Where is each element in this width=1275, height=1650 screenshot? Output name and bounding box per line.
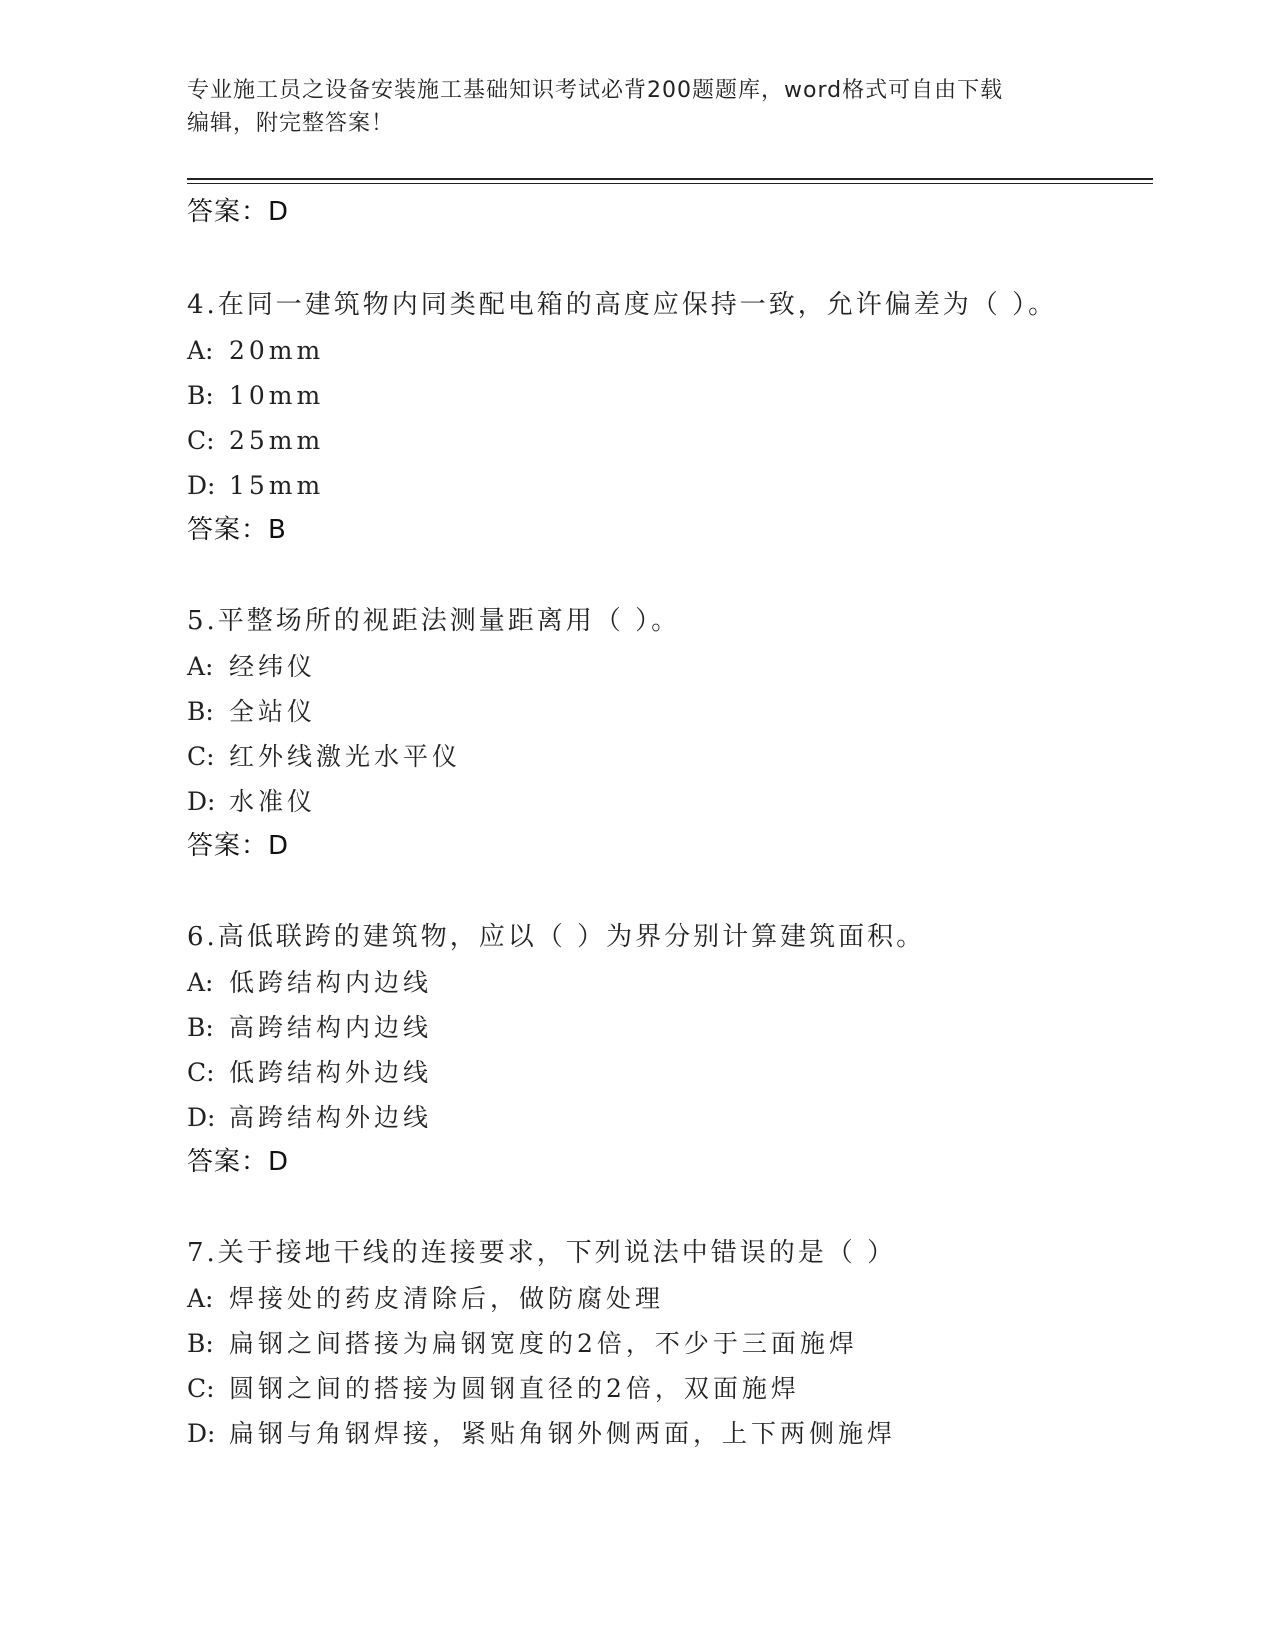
header-rule-thick	[187, 178, 1153, 180]
option-key: B:	[187, 381, 214, 410]
option-b	[187, 373, 1153, 418]
question-6	[187, 914, 1153, 1184]
question-stem: 4.在同一建筑物内同类配电箱的高度应保持一致，允许偏差为（ ）。	[187, 290, 1058, 320]
option-text: 扁钢与角钢焊接，紧贴角钢外侧两面，上下两侧施焊	[229, 1419, 897, 1448]
question-stem: 6.高低联跨的建筑物，应以（ ）为界分别计算建筑面积。	[187, 922, 926, 952]
option-key: A:	[187, 1284, 214, 1313]
option-key: A:	[187, 652, 214, 681]
answer: 答案：D	[187, 1147, 290, 1177]
option-text: 圆钢之间的搭接为圆钢直径的2倍，双面施焊	[229, 1374, 800, 1403]
option-key: D:	[187, 1103, 216, 1132]
option-a	[187, 1276, 1153, 1321]
option-b	[187, 1005, 1153, 1050]
answer: 答案：D	[187, 831, 290, 861]
option-d	[187, 779, 1153, 824]
option-key: D:	[187, 787, 216, 816]
option-text: 高跨结构外边线	[229, 1103, 433, 1132]
option-c	[187, 734, 1153, 779]
question-5	[187, 598, 1153, 868]
option-d	[187, 1411, 1153, 1456]
header-rule-thin	[187, 183, 1153, 184]
option-text: 经纬仪	[229, 652, 317, 681]
option-c	[187, 418, 1153, 463]
answer: 答案：B	[187, 515, 287, 545]
header-title-line-2: 编辑，附完整答案！	[187, 111, 395, 136]
question-stem: 5.平整场所的视距法测量距离用（ ）。	[187, 606, 681, 636]
option-key: B:	[187, 697, 214, 726]
option-text: 焊接处的药皮清除后，做防腐处理	[229, 1284, 665, 1313]
question-4	[187, 282, 1153, 552]
option-key: A:	[187, 968, 214, 997]
question-7	[187, 1230, 1153, 1456]
option-text: 高跨结构内边线	[229, 1013, 433, 1042]
option-text: 20mm	[229, 336, 325, 365]
option-key: B:	[187, 1329, 214, 1358]
option-key: C:	[187, 1058, 215, 1087]
option-key: C:	[187, 426, 215, 455]
option-key: C:	[187, 1374, 215, 1403]
page-header	[187, 74, 1067, 140]
option-text: 25mm	[229, 426, 325, 455]
option-text: 15mm	[229, 471, 325, 500]
answer-previous-question: 答案：D	[187, 197, 290, 227]
option-text: 全站仪	[229, 697, 317, 726]
option-text: 低跨结构内边线	[229, 968, 433, 997]
option-text: 红外线激光水平仪	[229, 742, 462, 771]
header-title-line-1: 专业施工员之设备安装施工基础知识考试必背200题题库，word格式可自由下载	[187, 78, 1004, 103]
option-c	[187, 1050, 1153, 1095]
option-a	[187, 328, 1153, 373]
question-stem: 7.关于接地干线的连接要求，下列说法中错误的是（ ）	[187, 1238, 897, 1268]
option-text: 低跨结构外边线	[229, 1058, 433, 1087]
option-c	[187, 1366, 1153, 1411]
option-b	[187, 1321, 1153, 1366]
option-a	[187, 960, 1153, 1005]
option-key: D:	[187, 1419, 216, 1448]
option-d	[187, 1095, 1153, 1140]
option-text: 扁钢之间搭接为扁钢宽度的2倍，不少于三面施焊	[229, 1329, 858, 1358]
option-text: 水准仪	[229, 787, 317, 816]
option-key: D:	[187, 471, 216, 500]
option-key: A:	[187, 336, 214, 365]
question-list	[187, 190, 1153, 1456]
option-key: C:	[187, 742, 215, 771]
option-key: B:	[187, 1013, 214, 1042]
option-a	[187, 644, 1153, 689]
option-text: 10mm	[229, 381, 325, 410]
option-b	[187, 689, 1153, 734]
option-d	[187, 463, 1153, 508]
